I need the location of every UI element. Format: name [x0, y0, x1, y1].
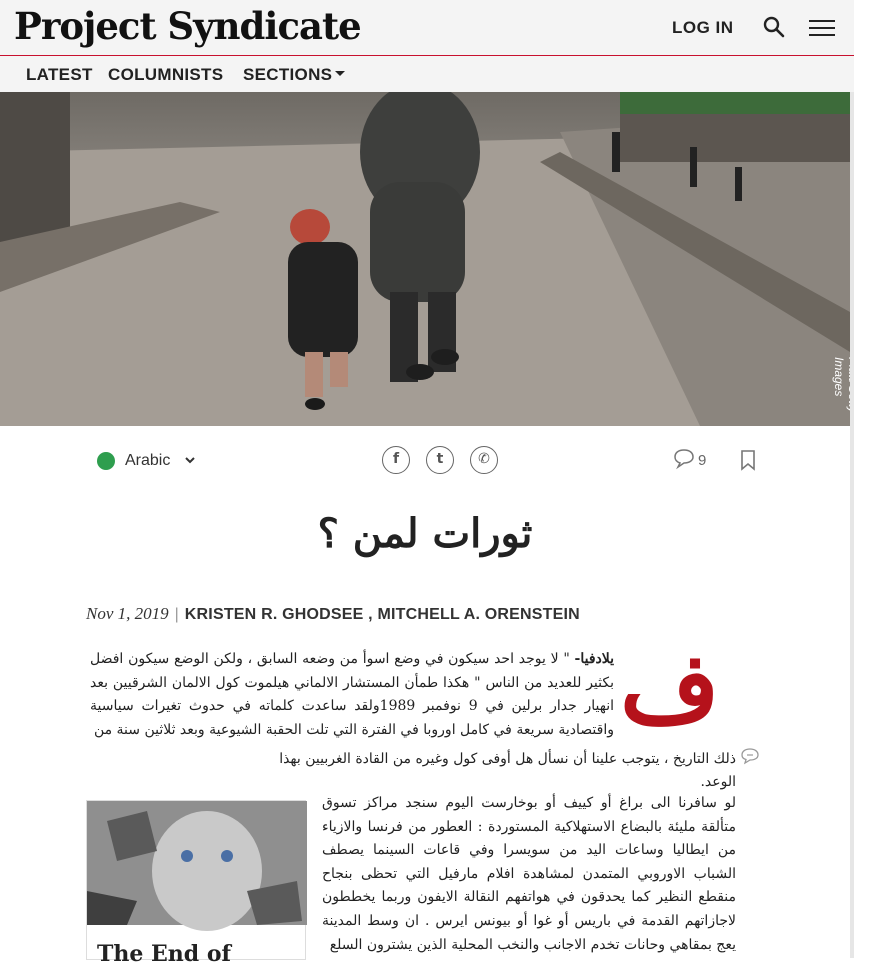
search-icon[interactable]: [763, 16, 785, 38]
drop-cap: ف: [620, 631, 720, 744]
nav-sections[interactable]: [243, 65, 345, 85]
site-header: [0, 0, 854, 92]
header-top-bar: [0, 0, 854, 56]
byline-separator: |: [174, 606, 179, 623]
lead-last-line: ذلك التاريخ ، يتوجب علينا أن نسأل هل أوفى كول وغيره من القادة الغربيين بهذا الوعد.: [279, 751, 736, 790]
site-logo[interactable]: Project Syndicate: [14, 4, 361, 48]
inline-comment-icon[interactable]: [741, 748, 759, 764]
article-toolbar: [0, 426, 850, 496]
hero-image: [0, 92, 874, 426]
book-promo[interactable]: [86, 800, 306, 967]
body-paragraph: لو سافرنا الى براغ أو كييف أو بوخارست اليوم سنجد مراكز تسوق متألقة مليئة بالبضاع الاستهلاكية المستوردة : العطور من فرنسا والازياء من ايطاليا وساعات اليد من سويسرا وفي قاعات السينما يصطف الشباب الاوروبي المتمدن لمشاهدة افلام مارفيل التي تحظى بنجاح منقطع النظير كما يحدقون في هواتفهم النقالة الايفون وربما يخططون لاجازاتهم القدمة في باريس أو غوا أو بيونس ايرس . ان وسط المدينة يعج بمقاهي وحانات تخدم الاجانب والنخب المحلية الذين يشترون السلع: [322, 795, 736, 953]
author-links[interactable]: KRISTEN R. GHODSEE , MITCHELL A. ORENSTEIN: [184, 606, 580, 623]
page-scrollbar[interactable]: [850, 0, 854, 958]
twitter-share-icon[interactable]: t: [426, 446, 454, 474]
bookmark-icon[interactable]: [739, 449, 757, 471]
main-nav: [0, 56, 854, 92]
comments-icon[interactable]: [673, 448, 695, 468]
nav-sections-label: SECTIONS: [243, 65, 333, 84]
facebook-share-icon[interactable]: f: [382, 446, 410, 474]
lead-text: " لا يوجد احد سيكون في وضع اسوأ من وضعه السابق ، ولكن الوضع سيكون افضل بكثير للعديد من الناس " هكذا طمأن المستشار الالماني هيلموت كول الالمان الشرقيين بعد انهيار جدار برلين في 9 نوفمبر 1989ولقد ساعدت كلماته في حدوث تغيرات سياسية واقتصادية سريعة في كامل اوروبا في الفترة التي تلت الحقبة الشيوعية وبعد ثلاثين سنة من: [90, 651, 614, 738]
login-link[interactable]: LOG IN: [672, 18, 734, 37]
article-title: ثورات لمن ؟: [317, 510, 533, 557]
chevron-down-icon[interactable]: [184, 454, 196, 466]
saudi-flag-icon: [97, 452, 115, 470]
cover-art: [87, 801, 307, 925]
caret-down-icon: [335, 71, 345, 76]
byline: [86, 604, 580, 624]
comment-count[interactable]: 9: [698, 452, 707, 469]
photo-credit: Spencer Images: [832, 357, 874, 402]
whatsapp-share-icon[interactable]: ✆: [470, 446, 498, 474]
book-title: The End of: [97, 941, 231, 967]
hamburger-menu-icon[interactable]: [809, 20, 835, 38]
hero-photo: [0, 92, 850, 426]
nav-latest[interactable]: LATEST: [26, 65, 93, 84]
dateline: يلادفيا-: [574, 651, 614, 667]
lead-paragraph: [90, 648, 614, 742]
language-selector[interactable]: Arabic: [125, 452, 171, 469]
book-cover-image: [87, 801, 307, 925]
nav-columnists[interactable]: COLUMNISTS: [108, 65, 224, 84]
publish-date: Nov 1, 2019: [86, 604, 169, 623]
